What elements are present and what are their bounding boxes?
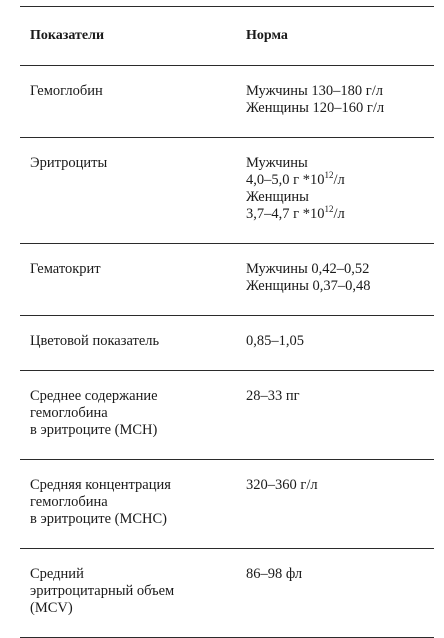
parameter-name: Гемоглобин: [30, 83, 103, 99]
parameter-cell: [20, 138, 246, 244]
norm-unit: /л: [333, 206, 345, 222]
norm-line: Мужчины 130–180 г/л: [246, 83, 384, 99]
parameter-name: в эритроците (МСН): [30, 422, 158, 438]
table-row-mcv: [20, 549, 434, 638]
parameter-cell: [20, 460, 246, 549]
parameter-name: в эритроците (МСНС): [30, 511, 167, 527]
parameter-name: гемоглобина: [30, 494, 108, 510]
table-row-hemoglobin: [20, 66, 434, 138]
table-row-hematocrit: [20, 244, 434, 316]
norm-line: Женщины 0,37–0,48: [246, 278, 371, 294]
parameter-name: гемоглобина: [30, 405, 108, 421]
table-row-color-index: [20, 316, 434, 371]
header-parameter: Показатели: [30, 28, 105, 43]
parameter-name: Средняя концентрация: [30, 477, 171, 493]
parameter-cell: [20, 316, 246, 371]
norm-line: 0,85–1,05: [246, 333, 304, 349]
norm-line: 28–33 пг: [246, 388, 300, 404]
norm-line: Мужчины: [246, 155, 308, 171]
norm-line: Мужчины 0,42–0,52: [246, 261, 370, 277]
parameter-name: эритроцитарный объем: [30, 583, 175, 599]
norm-value: 3,7–4,7 г *10: [246, 206, 325, 222]
norm-line: [246, 206, 430, 223]
norm-line: 320–360 г/л: [246, 477, 318, 493]
parameter-name: Средний: [30, 566, 84, 582]
norm-cell: [246, 371, 434, 460]
norm-cell: [246, 66, 434, 138]
norm-line: Женщины: [246, 189, 309, 205]
norm-unit: /л: [333, 172, 345, 188]
parameter-name: Цветовой показатель: [30, 333, 160, 349]
norm-cell: [246, 316, 434, 371]
norm-exponent: 12: [324, 170, 334, 180]
norm-cell: [246, 138, 434, 244]
reference-values-table: [20, 6, 434, 638]
table-row-erythrocytes: [20, 138, 434, 244]
parameter-cell: [20, 371, 246, 460]
norm-cell: [246, 244, 434, 316]
table-header-row: [20, 7, 434, 66]
header-norm: Норма: [246, 28, 288, 43]
parameter-name: Гематокрит: [30, 261, 101, 277]
parameter-name: (MCV): [30, 600, 73, 616]
norm-exponent: 12: [324, 204, 334, 214]
parameter-cell: [20, 244, 246, 316]
table-row-mchc: [20, 460, 434, 549]
table-row-mch: [20, 371, 434, 460]
norm-line: 86–98 фл: [246, 566, 303, 582]
norm-value: 4,0–5,0 г *10: [246, 172, 325, 188]
norm-line: Женщины 120–160 г/л: [246, 100, 385, 116]
norm-cell: [246, 549, 434, 638]
parameter-name: Эритроциты: [30, 155, 108, 171]
parameter-cell: [20, 549, 246, 638]
norm-line: [246, 172, 430, 189]
parameter-name: Среднее содержание: [30, 388, 158, 404]
norm-cell: [246, 460, 434, 549]
parameter-cell: [20, 66, 246, 138]
